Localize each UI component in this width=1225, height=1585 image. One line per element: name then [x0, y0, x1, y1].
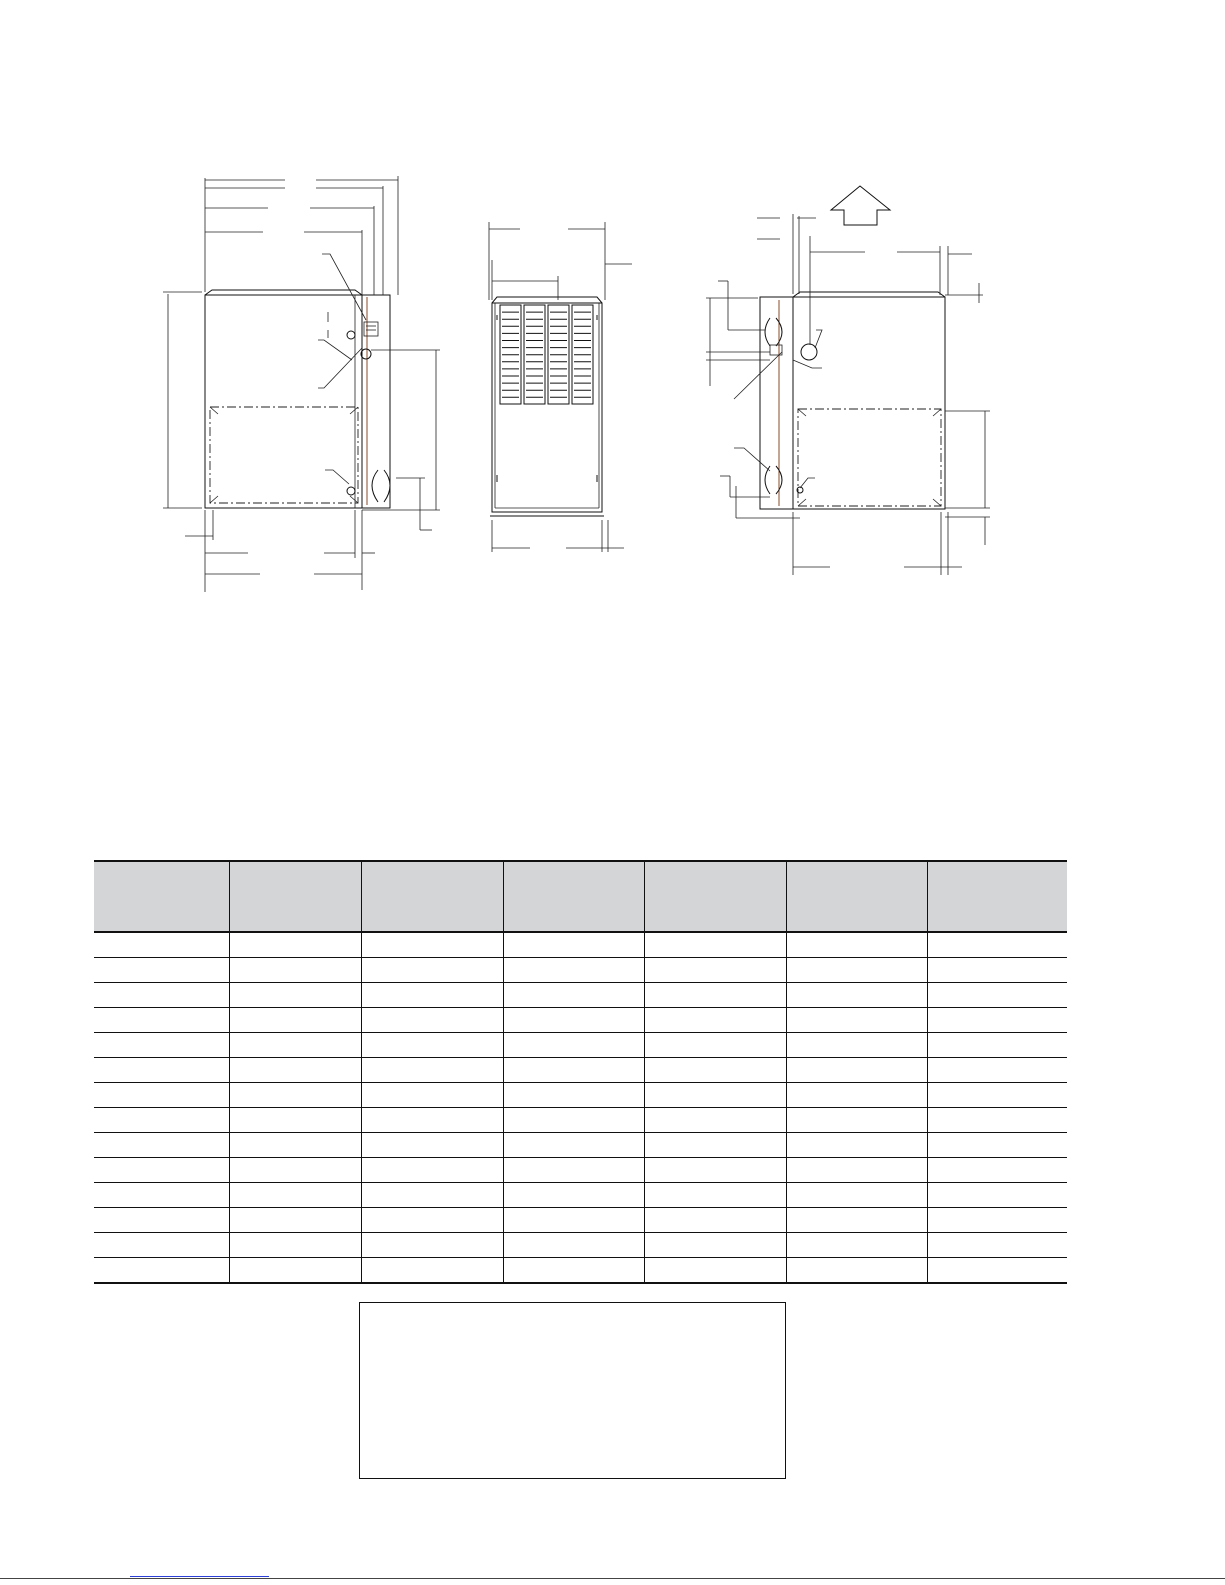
table-header-cell — [644, 861, 786, 932]
table-header-cell — [503, 861, 644, 932]
table-cell — [94, 1083, 229, 1108]
table-cell — [927, 1058, 1067, 1083]
table-cell — [786, 1008, 927, 1033]
table-cell — [361, 1033, 503, 1058]
table-cell — [786, 1183, 927, 1208]
table-cell — [229, 1158, 361, 1183]
table-cell — [229, 1058, 361, 1083]
table-header-cell — [361, 861, 503, 932]
table-row — [94, 983, 1067, 1008]
table-row — [94, 1133, 1067, 1158]
table-cell — [229, 1108, 361, 1133]
table-cell — [229, 1033, 361, 1058]
table-cell — [786, 1108, 927, 1133]
table-cell — [229, 1183, 361, 1208]
table-cell — [361, 1058, 503, 1083]
table-cell — [94, 958, 229, 983]
table-cell — [927, 1008, 1067, 1033]
table-cell — [503, 1058, 644, 1083]
dimension-table-wrapper — [94, 860, 1067, 1284]
table-header-cell — [229, 861, 361, 932]
table-cell — [644, 1108, 786, 1133]
table-cell — [927, 983, 1067, 1008]
table-body — [94, 932, 1067, 1283]
table-row — [94, 1008, 1067, 1033]
gas-inlet-hole — [347, 331, 355, 339]
table-cell — [503, 1083, 644, 1108]
table-cell — [503, 932, 644, 958]
table-cell — [786, 1058, 927, 1083]
table-row — [94, 1183, 1067, 1208]
up-arrow-icon — [831, 186, 890, 225]
table-cell — [644, 1083, 786, 1108]
table-cell — [644, 1133, 786, 1158]
footer-rule — [0, 1578, 1225, 1579]
table-cell — [786, 1033, 927, 1058]
table-cell — [229, 932, 361, 958]
dimension-table — [94, 860, 1067, 1284]
footer-link[interactable] — [130, 1576, 269, 1577]
louver-grille — [500, 305, 593, 404]
table-cell — [644, 1033, 786, 1058]
table-header-cell — [927, 861, 1067, 932]
table-cell — [94, 1108, 229, 1133]
table-cell — [229, 983, 361, 1008]
table-cell — [503, 1208, 644, 1233]
table-cell — [503, 1158, 644, 1183]
table-row — [94, 1108, 1067, 1133]
table-row — [94, 1058, 1067, 1083]
table-cell — [94, 1008, 229, 1033]
table-cell — [644, 1233, 786, 1258]
table-cell — [644, 958, 786, 983]
table-cell — [94, 1208, 229, 1233]
table-cell — [361, 1233, 503, 1258]
table-cell — [361, 1208, 503, 1233]
table-cell — [503, 1033, 644, 1058]
drain-hole — [347, 487, 355, 495]
table-cell — [94, 1233, 229, 1258]
notes-box — [359, 1302, 786, 1479]
table-cell — [94, 1033, 229, 1058]
table-header-row — [94, 861, 1067, 932]
table-cell — [503, 1108, 644, 1133]
table-cell — [927, 1133, 1067, 1158]
table-cell — [229, 958, 361, 983]
table-cell — [786, 932, 927, 958]
table-cell — [644, 1008, 786, 1033]
front-view — [489, 222, 632, 552]
table-cell — [503, 983, 644, 1008]
table-cell — [94, 1133, 229, 1158]
table-cell — [361, 983, 503, 1008]
table-cell — [927, 1158, 1067, 1183]
table-cell — [361, 932, 503, 958]
table-row — [94, 1208, 1067, 1233]
table-cell — [361, 1108, 503, 1133]
table-cell — [503, 1258, 644, 1284]
table-cell — [927, 932, 1067, 958]
table-cell — [644, 1183, 786, 1208]
table-cell — [361, 1183, 503, 1208]
table-header-cell — [786, 861, 927, 932]
table-cell — [927, 1208, 1067, 1233]
table-cell — [786, 1083, 927, 1108]
table-cell — [229, 1258, 361, 1284]
table-cell — [361, 958, 503, 983]
table-cell — [927, 1033, 1067, 1058]
table-cell — [94, 1158, 229, 1183]
table-header-cell — [94, 861, 229, 932]
table-cell — [503, 1008, 644, 1033]
table-cell — [361, 1258, 503, 1284]
table-cell — [503, 1133, 644, 1158]
table-cell — [644, 1208, 786, 1233]
table-cell — [94, 1258, 229, 1284]
table-cell — [644, 1058, 786, 1083]
table-cell — [503, 1233, 644, 1258]
table-row — [94, 958, 1067, 983]
table-cell — [927, 1183, 1067, 1208]
table-cell — [503, 1183, 644, 1208]
table-row — [94, 1033, 1067, 1058]
side-view-left — [163, 176, 440, 592]
side-view-right — [706, 186, 990, 575]
table-cell — [361, 1158, 503, 1183]
table-cell — [644, 1258, 786, 1284]
table-cell — [786, 1208, 927, 1233]
table-cell — [786, 1158, 927, 1183]
table-cell — [361, 1133, 503, 1158]
table-cell — [786, 983, 927, 1008]
table-cell — [786, 958, 927, 983]
table-cell — [503, 958, 644, 983]
table-cell — [927, 958, 1067, 983]
table-cell — [361, 1083, 503, 1108]
table-cell — [927, 1233, 1067, 1258]
table-cell — [644, 983, 786, 1008]
table-cell — [229, 1208, 361, 1233]
flue-hole — [801, 344, 817, 360]
table-cell — [94, 1058, 229, 1083]
table-cell — [229, 1133, 361, 1158]
table-cell — [94, 1183, 229, 1208]
table-row — [94, 932, 1067, 958]
table-cell — [361, 1008, 503, 1033]
table-cell — [94, 983, 229, 1008]
table-row — [94, 1233, 1067, 1258]
furnace-dimension-drawings — [0, 0, 1225, 600]
table-cell — [786, 1233, 927, 1258]
table-cell — [644, 1158, 786, 1183]
table-row — [94, 1258, 1067, 1284]
table-cell — [94, 932, 229, 958]
table-cell — [927, 1108, 1067, 1133]
table-cell — [229, 1008, 361, 1033]
table-row — [94, 1158, 1067, 1183]
table-cell — [786, 1133, 927, 1158]
table-cell — [927, 1258, 1067, 1284]
table-cell — [927, 1083, 1067, 1108]
table-cell — [786, 1258, 927, 1284]
table-cell — [229, 1083, 361, 1108]
table-row — [94, 1083, 1067, 1108]
table-cell — [229, 1233, 361, 1258]
table-cell — [644, 932, 786, 958]
